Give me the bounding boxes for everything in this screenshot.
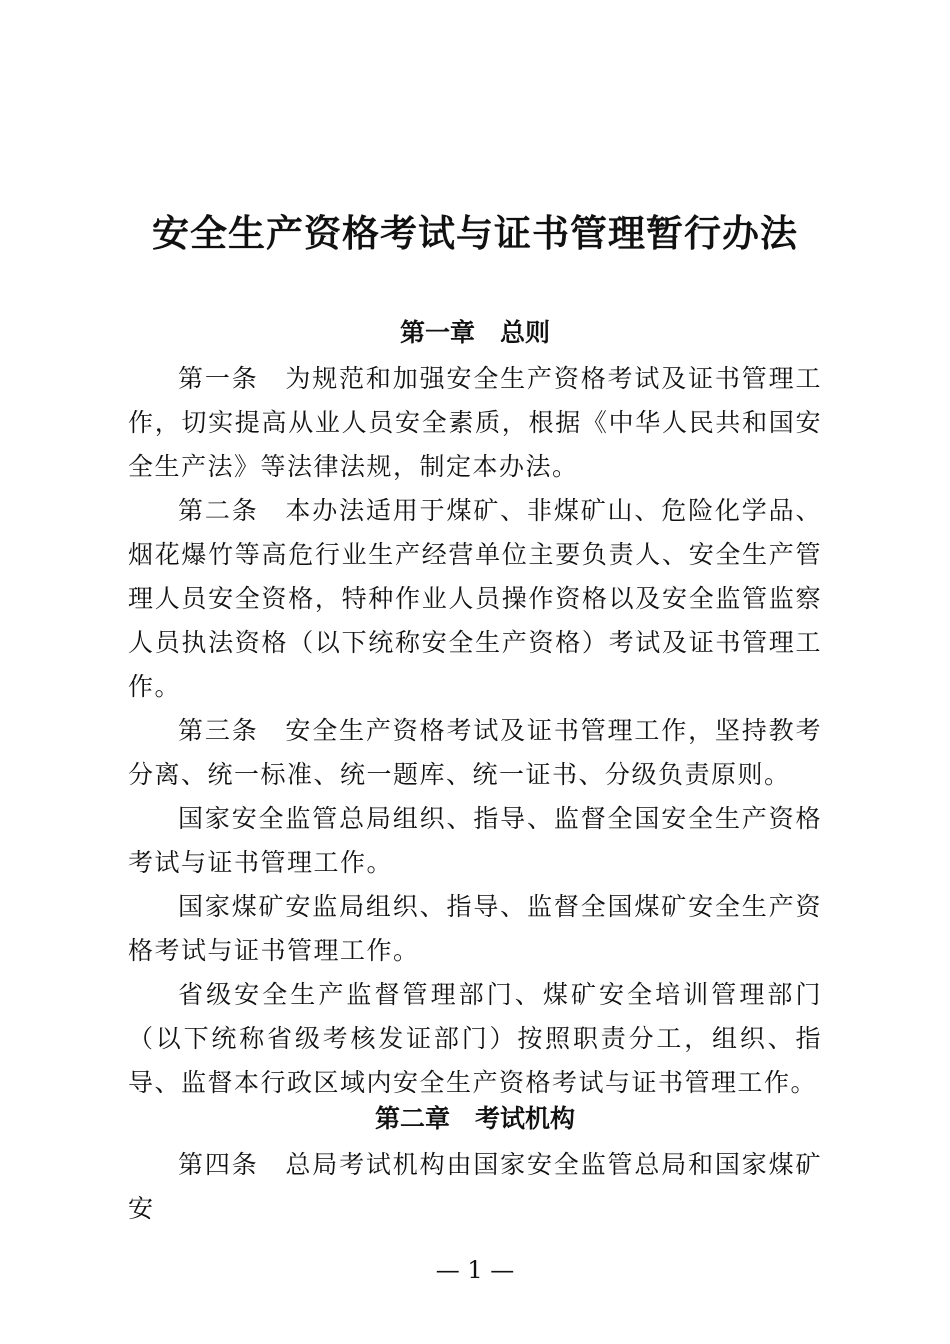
page-number: — 1 — bbox=[435, 1256, 515, 1284]
chapter-1-body bbox=[128, 357, 822, 1105]
paragraph bbox=[128, 885, 822, 973]
article-4 bbox=[128, 1143, 822, 1231]
article-label: 第三条 bbox=[178, 716, 286, 745]
article-1 bbox=[128, 357, 822, 489]
article-text: 安全生产资格考试及证书管理工作，坚持教考分离、统一标准、统一题库、统一证书、分级负责原则。 bbox=[128, 716, 822, 789]
paragraph bbox=[128, 797, 822, 885]
article-label: 第一条 bbox=[178, 364, 286, 393]
chapter-2-body bbox=[128, 1143, 822, 1231]
paragraph bbox=[128, 973, 822, 1105]
paragraph-text: 国家煤矿安监局组织、指导、监督全国煤矿安全生产资格考试与证书管理工作。 bbox=[128, 892, 822, 965]
article-text: 为规范和加强安全生产资格考试及证书管理工作，切实提高从业人员安全素质，根据《中华人民共和国安全生产法》等法律法规，制定本办法。 bbox=[128, 364, 822, 481]
paragraph-text: 国家安全监管总局组织、指导、监督全国安全生产资格考试与证书管理工作。 bbox=[128, 804, 822, 877]
chapter-1-heading: 第一章 总则 bbox=[399, 318, 550, 347]
article-3 bbox=[128, 709, 822, 797]
chapter-2-heading: 第二章 考试机构 bbox=[374, 1104, 575, 1133]
article-text: 总局考试机构由国家安全监管总局和国家煤矿安 bbox=[128, 1150, 822, 1223]
article-2 bbox=[128, 489, 822, 709]
article-label: 第四条 bbox=[178, 1150, 286, 1179]
document-title: 安全生产资格考试与证书管理暂行办法 bbox=[152, 211, 798, 255]
article-label: 第二条 bbox=[178, 496, 286, 525]
article-text: 本办法适用于煤矿、非煤矿山、危险化学品、烟花爆竹等高危行业生产经营单位主要负责人、安全生产管理人员安全资格，特种作业人员操作资格以及安全监管监察人员执法资格（以下统称安全生产资格）考试及证书管理工作。 bbox=[128, 496, 822, 701]
paragraph-text: 省级安全生产监督管理部门、煤矿安全培训管理部门（以下统称省级考核发证部门）按照职责分工，组织、指导、监督本行政区域内安全生产资格考试与证书管理工作。 bbox=[128, 980, 822, 1097]
